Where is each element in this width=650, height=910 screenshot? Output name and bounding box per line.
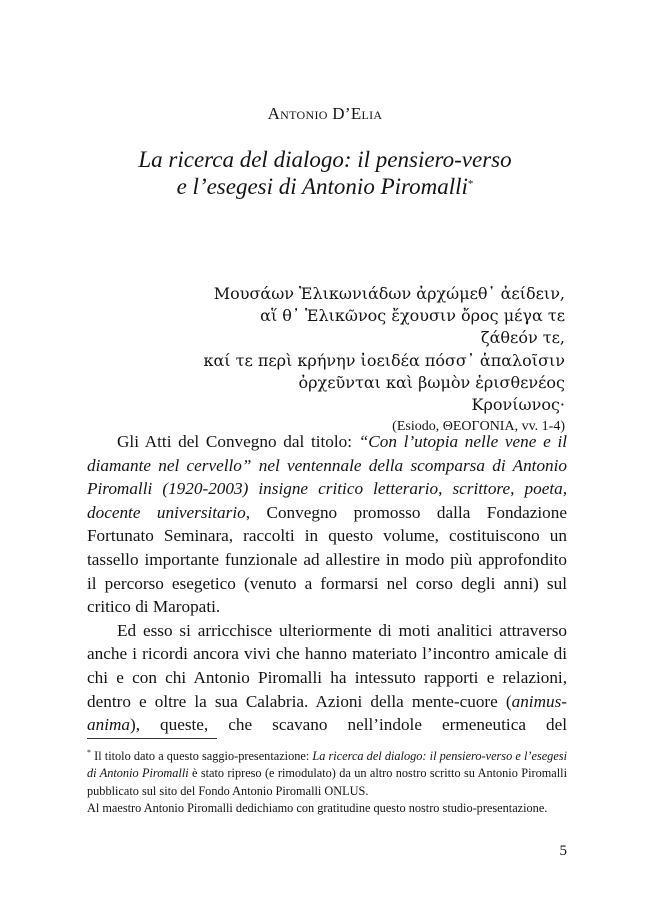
- italic-term: animus-anima: [87, 691, 567, 735]
- footnote-dedication: Al maestro Antonio Piromalli dedichiamo con gratitudine questo nostro studio-presentazione.: [87, 800, 548, 815]
- footnote-mark: *: [87, 748, 91, 757]
- italic-text: nel ventennale della scomparsa di Antonio Piromalli (1920-2003) insigne critico letterario, scrittore, poeta, docente universitario: [87, 455, 567, 522]
- title-line-2: e l’esegesi di Antonio Piromalli: [176, 174, 468, 199]
- epigraph-line: καί τε περὶ κρήνην ἰοειδέα πόσσ᾽ ἁπαλοῖσιν: [203, 350, 565, 370]
- title-footnote-mark: *: [467, 178, 474, 190]
- chapter-title: [0, 146, 650, 200]
- epigraph: [200, 283, 565, 438]
- footnote-italic-title: La ricerca del dialogo: il pensiero-verso e l’esegesi di Antonio Piromalli: [87, 749, 567, 781]
- footnote-text: * Il titolo dato a questo saggio-presentazione: La ricerca del dialogo: il pensiero-verso e l’esegesi di Antonio Piromalli è stato ripreso (e rimodulato) da un altro nostro scritto su Antonio Piromalli pubblicato sul sito del Fondo Antonio Piromalli ONLUS.: [87, 748, 567, 798]
- epigraph-source: (Esiodo, ΘΕΟΓΟΝΙΑ, vv. 1-4): [392, 419, 565, 435]
- footnote: [87, 744, 567, 817]
- epigraph-line: Μουσάων Ἑλικωνιάδων ἀρχώμεθ᾽ ἀείδειν,: [213, 284, 565, 303]
- paragraph-2: Ed esso si arricchisce ulteriormente di moti analitici attraverso anche i ricordi ancora vivi che hanno materiato l’incontro amicale di chi e con chi Antonio Piromalli ha intessuto rapporti e relazioni, dentro e oltre la sua Calabria. Azioni della mente-cuore (animus-anima), queste, che scavano nell’indole ermeneutica del: [87, 620, 567, 735]
- epigraph-line: αἵ θ᾽ Ἑλικῶνος ἔχουσιν ὄρος μέγα τε ζάθεόν τε,: [260, 306, 565, 348]
- title-line-1: La ricerca del dialogo: il pensiero-verso: [138, 147, 512, 172]
- author-name: Antonio D’Elia: [267, 104, 383, 123]
- paragraph-1: Gli Atti del Convegno dal titolo: “Con l’utopia nelle vene e il diamante nel cervello” nel ventennale della scomparsa di Antonio Piromalli (1920-2003) insigne critico letterario, scrittore, poeta, docente universitario, Convegno promosso dalla Fondazione Fortunato Seminara, raccolti in questo volume, costituiscono un tassello importante funzionale ad allestire in modo più approfondito il percorso esegetico (venuto a formarsi nel corso degli anni) sul critico di Maropati.: [87, 432, 568, 617]
- footnote-divider: [87, 738, 217, 739]
- italic-quote: “Con l’utopia nelle vene e il diamante nel cervello”: [87, 432, 568, 475]
- body-text: [87, 430, 567, 737]
- epigraph-line: ὀρχεῦνται καὶ βωμὸν ἐρισθενέος Κρονίωνος·: [298, 372, 565, 415]
- page-number: 5: [559, 843, 567, 859]
